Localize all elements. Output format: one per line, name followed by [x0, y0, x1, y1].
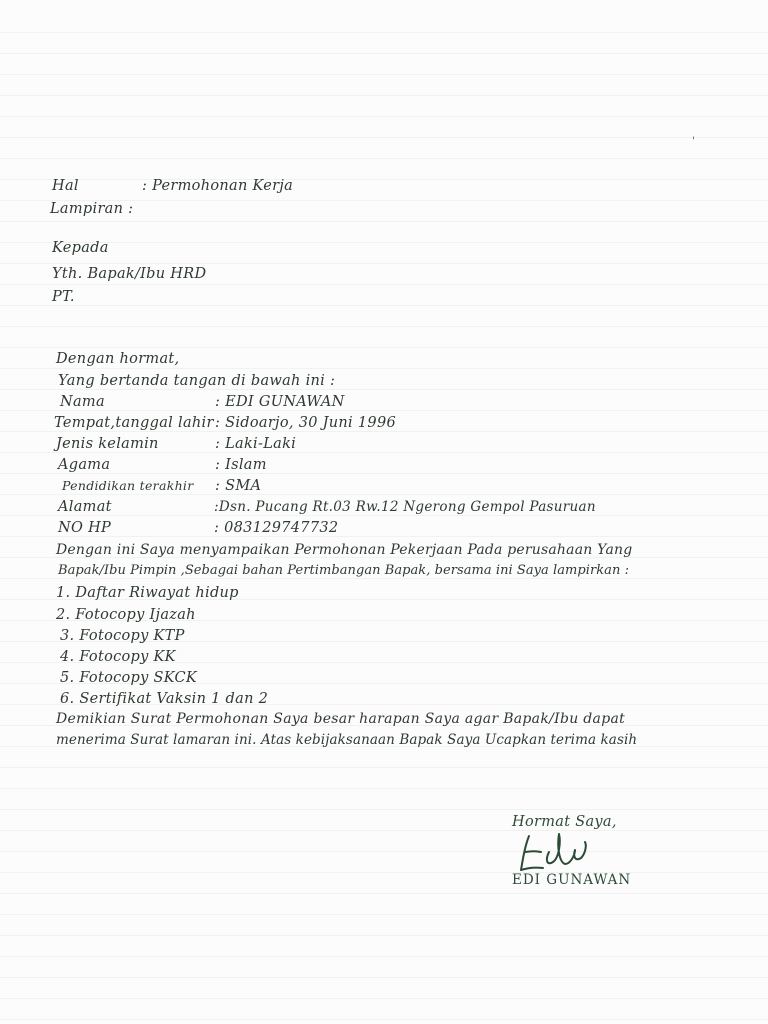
signature-name: EDI GUNAWAN [512, 872, 632, 888]
list-item: 4. Fotocopy KK [60, 649, 176, 665]
field-value: : 083129747732 [214, 520, 339, 536]
signature-salutation: Hormat Saya, [512, 814, 617, 830]
field-value: : Laki-Laki [215, 436, 297, 452]
field-value: :Dsn. Pucang Rt.03 Rw.12 Ngerong Gempol Pasuruan [214, 499, 596, 515]
recipient-name: Yth. Bapak/Ibu HRD [52, 266, 207, 282]
closing-line-1: Demikian Surat Permohonan Saya besar harapan Saya agar Bapak/Ibu dapat [56, 711, 626, 727]
subject-value: : Permohonan Kerja [142, 178, 294, 194]
field-value: : EDI GUNAWAN [215, 394, 345, 410]
field-label: Alamat [58, 499, 112, 515]
field-label: NO HP [58, 520, 112, 536]
field-label: Tempat,tanggal lahir [54, 415, 214, 431]
field-value: : SMA [215, 478, 262, 494]
list-item: 5. Fotocopy SKCK [60, 670, 198, 686]
stray-mark: ' [692, 136, 695, 147]
field-label: Jenis kelamin [56, 436, 159, 452]
field-label: Agama [58, 457, 111, 473]
subject-label: Hal [52, 178, 79, 194]
intro-line: Yang bertanda tangan di bawah ini : [58, 373, 336, 389]
recipient-company: PT. [52, 289, 75, 305]
closing-line-2: menerima Surat lamaran ini. Atas kebijaksanaan Bapak Saya Ucapkan terima kasih [56, 732, 638, 748]
field-value: : Sidoarjo, 30 Juni 1996 [215, 415, 396, 431]
body-line-1: Dengan ini Saya menyampaikan Permohonan Pekerjaan Pada perusahaan Yang [56, 542, 633, 558]
list-item: 6. Sertifikat Vaksin 1 dan 2 [60, 691, 269, 707]
list-item: 1. Daftar Riwayat hidup [56, 585, 239, 601]
list-item: 3. Fotocopy KTP [60, 628, 185, 644]
list-item: 2. Fotocopy Ijazah [56, 607, 196, 623]
greeting: Dengan hormat, [56, 351, 180, 367]
recipient-kepada: Kepada [52, 240, 109, 256]
field-label: Nama [60, 394, 105, 410]
field-value: : Islam [215, 457, 267, 473]
attachment-label: Lampiran : [50, 201, 134, 217]
field-label: Pendidikan terakhir [62, 478, 194, 493]
body-line-2: Bapak/Ibu Pimpin ,Sebagai bahan Pertimbangan Bapak, bersama ini Saya lampirkan : [58, 563, 630, 578]
